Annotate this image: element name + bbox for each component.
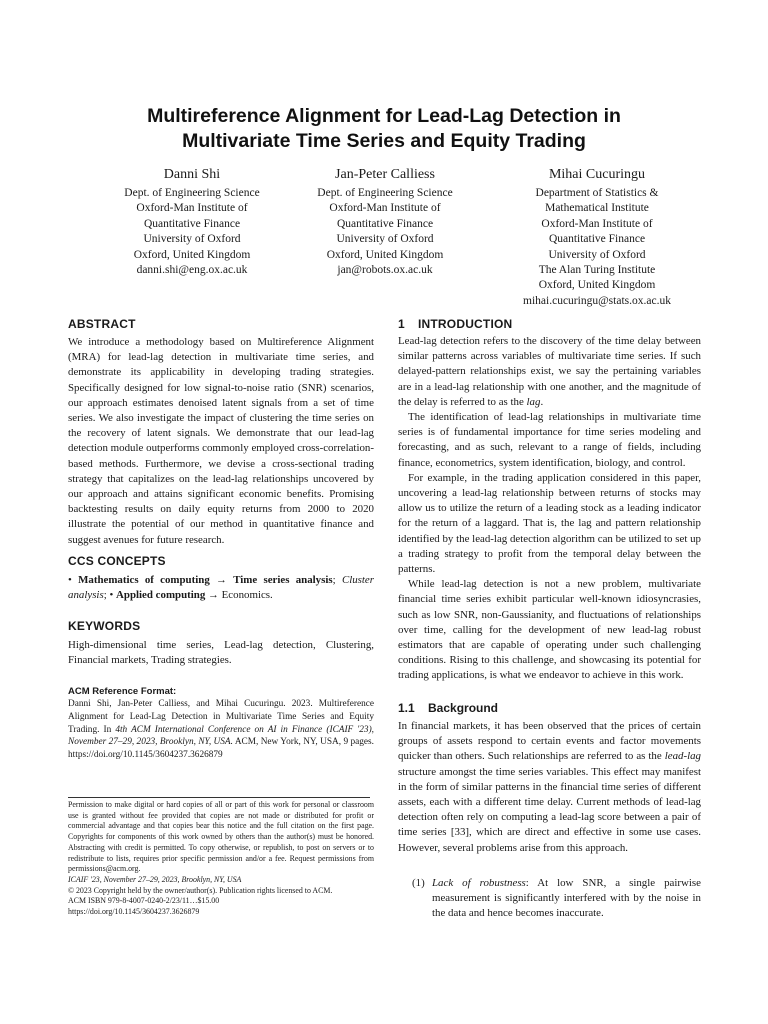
keywords-text: High-dimensional time series, Lead-lag detection, Clustering, Financial markets, Trading strategies. (68, 639, 374, 667)
ccs-heading: CCS CONCEPTS (68, 554, 166, 568)
title-line: Multivariate Time Series and Equity Trading (182, 130, 586, 152)
subsection-number: 1.1 (398, 701, 415, 715)
affiliation-line: Oxford-Man Institute of (136, 202, 248, 215)
introduction-heading (398, 316, 701, 332)
ccs-arrow: → (208, 589, 219, 602)
paper-title (40, 104, 728, 154)
permission-block (68, 800, 374, 917)
background-section (398, 700, 701, 856)
paragraph-text: . (540, 395, 544, 408)
section-title: INTRODUCTION (418, 317, 513, 331)
isbn-line: ACM ISBN 979-8-4007-0240-2/23/11…$15.00 (68, 896, 220, 906)
copyright-line: © 2023 Copyright held by the owner/author(s). Publication rights licensed to ACM. (68, 885, 333, 895)
affiliation-line: The Alan Turing Institute (538, 264, 656, 277)
conference-text: ICAIF '23, November 27–29, 2023, Brooklyn, NY, USA (68, 874, 242, 884)
affiliation-line: University of Oxford (548, 248, 646, 261)
affiliation-line: Dept. of Engineering Science (317, 187, 453, 199)
affiliation-line: University of Oxford (336, 233, 434, 246)
ccs-bullet: • (68, 574, 72, 586)
paragraph: The identification of lead-lag relationships in multivariate time series is of fundamental importance for time series modeling and forecasting, and as such, relevant to a range of fields, including finance, econometrics, system identification, biology, and control. (398, 411, 701, 469)
reference-text: Danni Shi, Jan-Peter Calliess, and Mihai Cucuringu. 2023. Multireference Alignment for Lead-Lag Detection in Multivariate Time Series and Equity Trading. In (68, 699, 374, 735)
acm-reference-section (68, 685, 374, 762)
abstract-section (68, 316, 374, 548)
conference-line (68, 875, 374, 886)
affiliation-line: Oxford, United Kingdom (326, 248, 444, 261)
emphasis-text: Lack of robustness (432, 877, 526, 889)
ccs-concept: Economics. (221, 589, 273, 602)
author-email[interactable]: danni.shi@eng.ox.ac.uk (136, 264, 248, 277)
paragraph (398, 334, 701, 410)
acm-reference-heading: ACM Reference Format: (68, 686, 177, 697)
affiliation-line: Quantitative Finance (548, 233, 646, 246)
ccs-arrow: → (216, 574, 227, 586)
section-number: 1 (398, 317, 405, 331)
affiliation-line: Oxford, United Kingdom (133, 248, 251, 261)
paragraph-text: In financial markets, it has been observed that the prices of certain groups of assets respond to certain events and factor movements quicker than others. Such relationships are referred to as the (398, 720, 701, 763)
permission-text: Permission to make digital or hard copies of all or part of this work for personal or classroom use is granted without fee provided that copies are not made or distributed for profit or commercial advantage and that copies bear this notice and the full citation on the first page. Copyrights for components of this work owned by others than the author(s) must be honored. Abstracting with credit is permitted. To copy otherwise, or republish, to post on servers or to redistribute to lists, requires prior specific permission and/or a fee. Request permissions from permissions@acm.org. (68, 800, 374, 874)
ccs-bullet: • (109, 589, 114, 602)
author-email[interactable]: jan@robots.ox.ac.uk (337, 264, 433, 277)
introduction-section (398, 316, 701, 684)
author-name: Mihai Cucuringu (548, 167, 646, 182)
ccs-separator: ; (103, 589, 107, 602)
paragraph (398, 719, 701, 856)
author-email[interactable]: mihai.cucuringu@stats.ox.ac.uk (523, 294, 671, 307)
title-line: Multireference Alignment for Lead-Lag Detection in (147, 105, 621, 127)
keywords-section (68, 618, 374, 668)
keywords-heading: KEYWORDS (68, 619, 141, 633)
paragraph-text: : At low SNR, a single pairwise measurement is significantly interfered with by the noise in the data and hence becomes inaccurate. (432, 877, 701, 920)
ccs-section (68, 553, 374, 603)
acm-reference-text (68, 698, 374, 762)
list-number: (1) (412, 877, 425, 889)
paragraph: While lead-lag detection is not a new problem, multivariate financial time series exhibit particular well-known idiosyncrasies, such as low SNR, non-Gaussianity, and fluctuations of relationships over time, calling for the development of new lead-lag robust estimators that are capable of operating under such challenging conditions. Rising to this challenge, and showcasing its potential for trading applications, is what we endeavor to achieve in this work. (398, 578, 701, 682)
ccs-concept: Mathematics of computing (78, 574, 210, 586)
paragraph-text: Lead-lag detection refers to the discovery of the time delay between similar patterns across variables of multivariate time series. If such delayed-pattern relationships exist, we say the pertaining variables are in a lead-lag relationship with one another, and the magnitude of the delay is referred to as the (398, 335, 701, 408)
paragraph-text: structure amongst the time series variables. This effect may manifest in the form of similar patterns in the financial time series of different assets, each with a different time delay. Current methods of lead-lag detection often rely on computing a lead-lag score between a pair of time series [33], which are direct and effective in some use cases. However, several problems arise from this approach. (398, 765, 701, 854)
affiliation-line: Mathematical Institute (545, 202, 649, 215)
subsection-title: Background (428, 701, 499, 715)
paragraph: For example, in the trading application considered in this paper, uncovering a lead-lag relationship between returns of stocks may allow us to utilize the return of a leading stock as a leading indicator for the return of a laggard. That is, the lag and pattern relationship identified by the lead-lag detection algorithm can be utilized to set up a trading strategy to profit from the temporal delay between the patterns. (398, 471, 701, 576)
abstract-heading: ABSTRACT (68, 317, 136, 331)
list-item (398, 876, 701, 922)
ccs-concept: Cluster analysis (68, 574, 375, 602)
reference-venue: 4th ACM International Conference on AI in Finance (ICAIF '23), November 27–29, 2023, Brooklyn, NY, USA. (68, 724, 374, 748)
affiliation-line: Oxford-Man Institute of (541, 217, 653, 230)
author-name: Jan-Peter Calliess (335, 167, 435, 182)
background-heading (398, 700, 701, 716)
affiliation-line: Oxford-Man Institute of (329, 202, 441, 215)
author-block (270, 166, 500, 278)
emphasis-text: lead-lag (664, 750, 701, 763)
affiliation-line: Quantitative Finance (143, 217, 241, 230)
author-name: Danni Shi (163, 167, 221, 182)
ccs-text (68, 573, 374, 603)
affiliation-line: University of Oxford (143, 233, 241, 246)
author-block (482, 166, 712, 309)
affiliation-line: Quantitative Finance (336, 217, 434, 230)
reference-text: ACM, New York, NY, USA, 9 pages. https://doi.org/10.1145/3604237.3626879 (68, 737, 374, 761)
list-item-text (432, 876, 701, 922)
doi-link[interactable]: https://doi.org/10.1145/3604237.3626879 (68, 906, 200, 916)
abstract-text: We introduce a methodology based on Multireference Alignment (MRA) for lead-lag detection in multivariate time series, and demonstrate its applicability in developing trading strategies. Specifically designed for low signal-to-noise ratio (SNR) scenarios, our approach estimates denoised latent signals from a set of time series. We also investigate the impact of clustering the time series on the recovery of latent signals. We demonstrate that our lead-lag detection module outperforms commonly employed cross-correlation-based methods. Furthermore, we devise a cross-sectional trading strategy that capitalizes on the lead-lag relationships uncovered by our approach and attains significant economic benefits. Promising backtesting results on daily equity returns from 2000 to 2020 illustrate the potential of our method in quantitative finance and suggest avenues for future research. (68, 336, 374, 546)
ccs-concept: Time series analysis (233, 574, 333, 586)
affiliation-line: Department of Statistics & (535, 187, 659, 199)
ccs-concept: Applied computing (116, 589, 206, 602)
ccs-separator: ; (332, 574, 336, 586)
emphasis-text: lag (526, 395, 541, 408)
affiliation-line: Dept. of Engineering Science (124, 187, 260, 199)
footnote-divider (68, 797, 370, 798)
affiliation-line: Oxford, United Kingdom (538, 279, 656, 292)
